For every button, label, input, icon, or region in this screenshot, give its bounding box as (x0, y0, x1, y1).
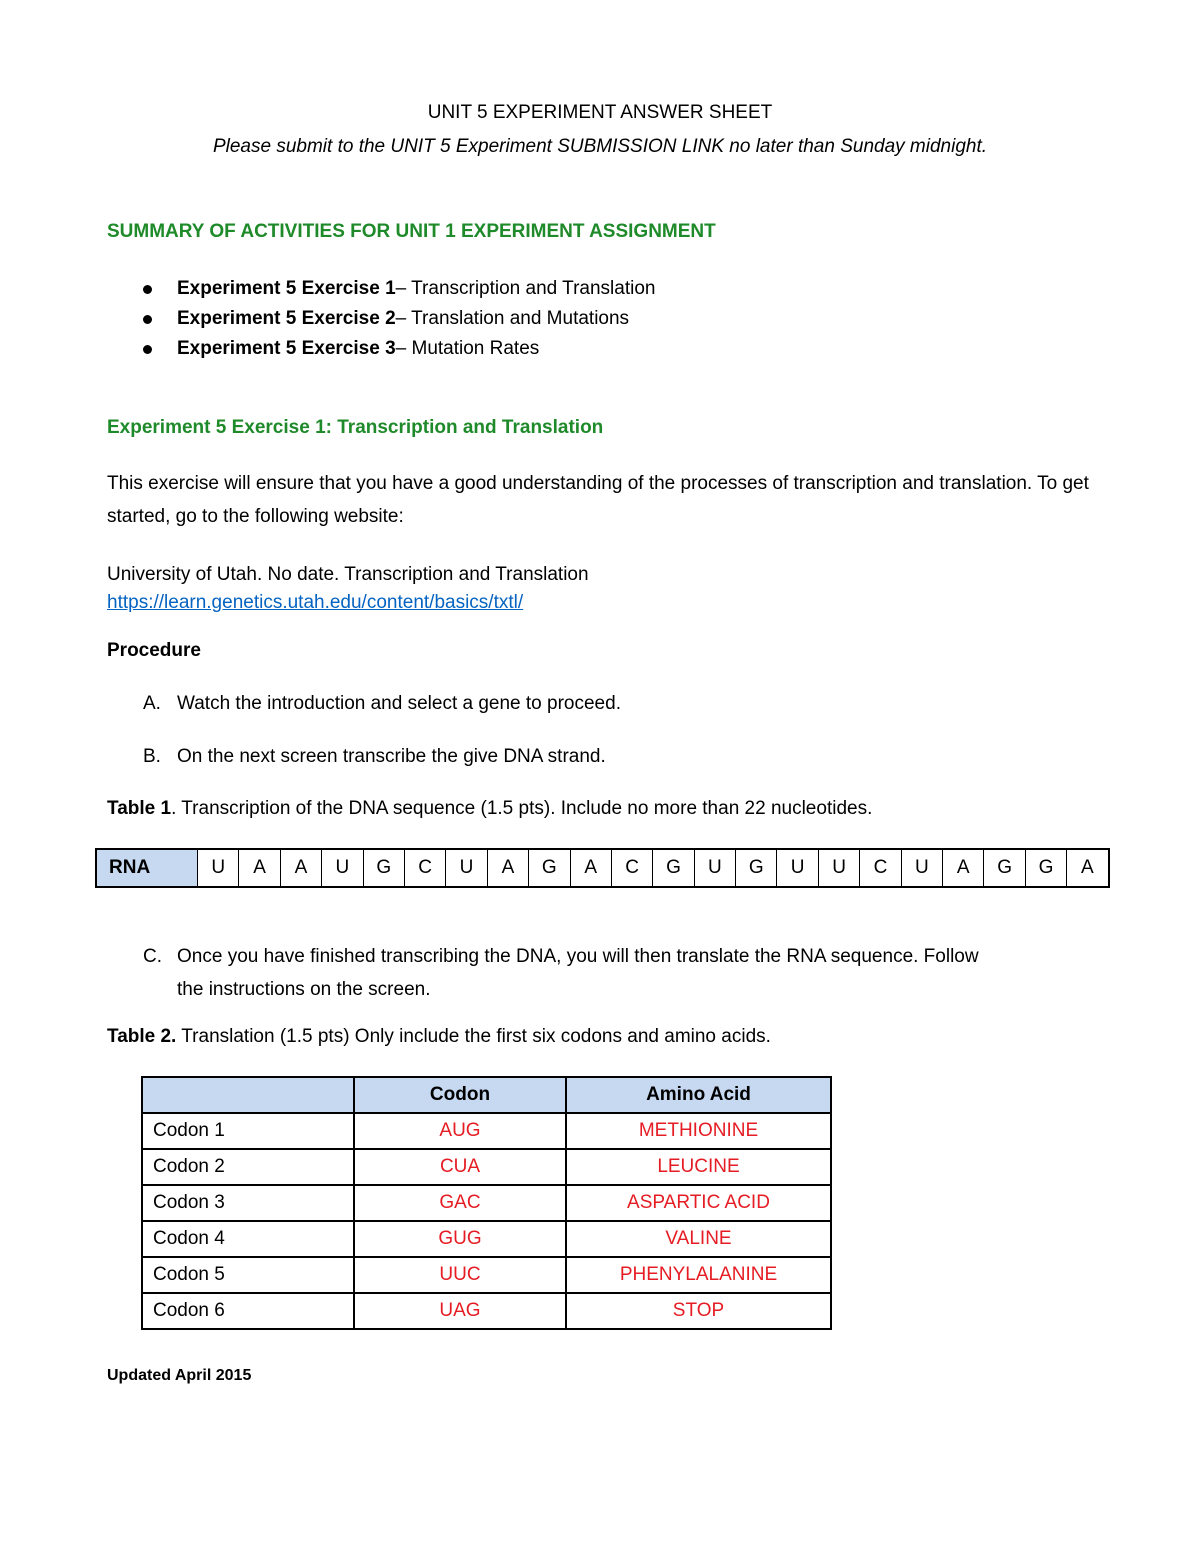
nucleotide-cell: G (984, 849, 1025, 887)
translation-table (141, 1076, 832, 1330)
table-row (142, 1149, 831, 1185)
citation-text: University of Utah. No date. Transcription and Translation (107, 564, 589, 585)
column-header (142, 1077, 354, 1113)
table2-label: Table 2. (107, 1026, 177, 1047)
step-c (143, 940, 1103, 1006)
table2-caption (107, 1026, 771, 1048)
table-row (96, 849, 1109, 887)
document-title: UNIT 5 EXPERIMENT ANSWER SHEET (427, 102, 773, 123)
nucleotide-cell: G (529, 849, 570, 887)
nucleotide-cell: A (280, 849, 321, 887)
website-link[interactable]: https://learn.genetics.utah.edu/content/basics/txtl/ (107, 592, 524, 613)
row-label: Codon 2 (142, 1149, 354, 1185)
nucleotide-cell: U (777, 849, 818, 887)
row-label: Codon 4 (142, 1221, 354, 1257)
nucleotide-cell: A (1067, 849, 1109, 887)
nucleotide-cell: C (611, 849, 652, 887)
exercise-name: Experiment 5 Exercise 1 (177, 278, 396, 299)
list-item (143, 334, 655, 364)
column-header: Codon (354, 1077, 566, 1113)
step-text: Once you have finished transcribing the DNA, you will then translate the RNA sequence. Follow (177, 946, 979, 967)
nucleotide-cell: U (901, 849, 942, 887)
nucleotide-cell: U (446, 849, 487, 887)
table-row (142, 1185, 831, 1221)
exercise-heading: Experiment 5 Exercise 1: Transcription and Translation (107, 417, 604, 438)
updated-date: Updated April 2015 (107, 1367, 252, 1384)
table1-label: Table 1 (107, 798, 172, 819)
list-item (143, 274, 655, 304)
procedure-heading: Procedure (107, 640, 201, 661)
nucleotide-cell: U (198, 849, 239, 887)
summary-heading: SUMMARY OF ACTIVITIES FOR UNIT 1 EXPERIMENT ASSIGNMENT (107, 221, 716, 242)
codon-cell: AUG (354, 1113, 566, 1149)
rna-label-cell: RNA (96, 849, 198, 887)
rna-sequence-table (95, 848, 1110, 888)
nucleotide-cell: G (1025, 849, 1066, 887)
row-label: Codon 3 (142, 1185, 354, 1221)
amino-acid-cell: METHIONINE (566, 1113, 831, 1149)
step-text: On the next screen transcribe the give DNA strand. (177, 746, 606, 767)
column-header: Amino Acid (566, 1077, 831, 1113)
nucleotide-cell: G (736, 849, 777, 887)
bullet-icon (143, 315, 152, 324)
exercise-topic: – Mutation Rates (395, 338, 540, 359)
exercise-name: Experiment 5 Exercise 2 (177, 308, 396, 329)
step-letter: C. (143, 946, 162, 967)
table1-caption (107, 798, 872, 820)
step-text-continued: the instructions on the screen. (177, 979, 431, 1000)
citation (107, 561, 589, 617)
codon-cell: UUC (354, 1257, 566, 1293)
nucleotide-cell: U (694, 849, 735, 887)
table-row (142, 1257, 831, 1293)
amino-acid-cell: PHENYLALANINE (566, 1257, 831, 1293)
table-row (142, 1221, 831, 1257)
list-item (143, 304, 655, 334)
codon-cell: GAC (354, 1185, 566, 1221)
nucleotide-cell: G (653, 849, 694, 887)
table-row (142, 1113, 831, 1149)
exercise-topic: – Transcription and Translation (395, 278, 656, 299)
amino-acid-cell: LEUCINE (566, 1149, 831, 1185)
step-letter: A. (143, 693, 161, 714)
bullet-icon (143, 345, 152, 354)
codon-cell: UAG (354, 1293, 566, 1329)
amino-acid-cell: STOP (566, 1293, 831, 1329)
step-letter: B. (143, 746, 161, 767)
table-header-row (142, 1077, 831, 1113)
table2-description: Translation (1.5 pts) Only include the first six codons and amino acids. (176, 1026, 771, 1047)
exercise-intro: This exercise will ensure that you have a good understanding of the processes of transcription and translation. To get started, go to the following website: (107, 473, 1089, 527)
codon-cell: CUA (354, 1149, 566, 1185)
summary-list (143, 274, 655, 364)
amino-acid-cell: ASPARTIC ACID (566, 1185, 831, 1221)
nucleotide-cell: A (570, 849, 611, 887)
nucleotide-cell: C (860, 849, 901, 887)
table-row (142, 1293, 831, 1329)
nucleotide-cell: C (404, 849, 445, 887)
nucleotide-cell: A (487, 849, 528, 887)
nucleotide-cell: A (943, 849, 984, 887)
amino-acid-cell: VALINE (566, 1221, 831, 1257)
exercise-topic: – Translation and Mutations (395, 308, 630, 329)
codon-cell: GUG (354, 1221, 566, 1257)
nucleotide-cell: U (322, 849, 363, 887)
row-label: Codon 5 (142, 1257, 354, 1293)
nucleotide-cell: U (818, 849, 859, 887)
exercise-name: Experiment 5 Exercise 3 (177, 338, 396, 359)
submission-instructions: Please submit to the UNIT 5 Experiment SUBMISSION LINK no later than Sunday midnight. (212, 136, 988, 157)
step-a (143, 693, 621, 715)
row-label: Codon 1 (142, 1113, 354, 1149)
nucleotide-cell: A (239, 849, 280, 887)
step-b (143, 746, 606, 768)
nucleotide-cell: G (363, 849, 404, 887)
table1-description: . Transcription of the DNA sequence (1.5 pts). Include no more than 22 nucleotides. (171, 798, 873, 819)
step-text: Watch the introduction and select a gene to proceed. (177, 693, 621, 714)
row-label: Codon 6 (142, 1293, 354, 1329)
bullet-icon (143, 285, 152, 294)
